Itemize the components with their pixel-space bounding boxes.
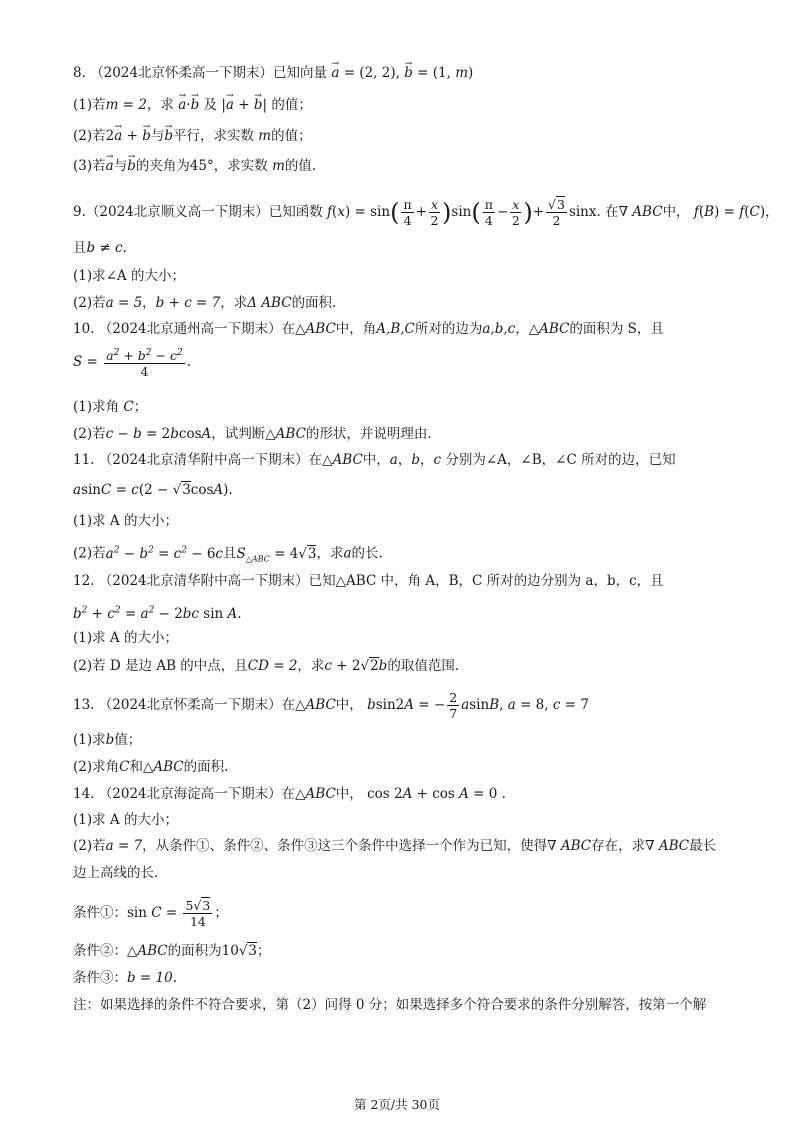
q11-stem: 11. （2024北京清华附中高一下期末）在△ABC中，a，b，c 分别为∠A，∠B，∠C 所对的边，已知 (73, 452, 676, 468)
q10-part2: (2)若c − b = 2bcosA，试判断△ABC的形状，并说明理由. (73, 426, 432, 442)
q10-stem: 10. （2024北京通州高一下期末）在△ABC中，角A,B,C所对的边为a,b,c，△ABC的面积为 S，且 (73, 321, 664, 337)
q13-part2: (2)求角C和△ABC的面积. (73, 759, 229, 775)
q14-part1: (1)求 A 的大小； (73, 812, 178, 828)
function-def: f(x) = sin( $\frac{\pi}{4}$ + $\frac{x}{2}$ )sin( $\frac{\pi}{4}$ − $\frac{x}{2}$ )+ $\frac{√3}{2}$ sinx. (327, 197, 601, 228)
q11-part1: (1)求 A 的大小； (73, 513, 178, 529)
q14-stem: 14. （2024北京海淀高一下期末）在△ABC中， cos 2A + cos A = 0 . (73, 786, 506, 802)
q8-stem (73, 64, 732, 82)
q8-part3: (3)若→ a与→ b的夹角为45°，求实数 m的值. (73, 157, 732, 175)
q9-line2: 且b ≠ c. (73, 240, 127, 256)
q9-part1: (1)求∠A 的大小； (73, 268, 185, 284)
vector-def: → a = (2, 2), → b = (1, m) (331, 65, 473, 81)
q12-part2: (2)若 D 是边 AB 的中点，且CD = 2，求c + 2√2b的取值范围. (73, 658, 460, 674)
q10-part1: (1)求角 C； (73, 399, 148, 415)
vector-magnitude: |→ a + → b| (221, 97, 267, 113)
q12-stem: 12. （2024北京清华附中高一下期末）已知△ABC 中，角 A，B，C 所对的边分别为 a，b，c，且 (73, 573, 664, 589)
q12-formula: $b^2 + c^2 = a^2 - 2bc$ sin A. (73, 605, 242, 622)
q11-part2: (2)若$a^2 - b^2 = c^2 - 6c$且$S_{\triangle ABC} = 4√3$，求a的长. (73, 545, 383, 564)
q14-condition-1: 条件①：sin C = $\frac{5√3}{14}$ ； (73, 898, 228, 929)
dot-product: → a·→ b (178, 97, 199, 113)
q13-part1: (1)求b值； (73, 732, 142, 748)
q14-note: 注：如果选择的条件不符合要求，第（2）问得 0 分；如果选择多个符合要求的条件分别解答，按第一个解 (73, 997, 707, 1013)
q14-condition-2: 条件②：△ABC的面积为10√3； (73, 943, 271, 959)
q10-formula: S = $\frac{a^2 + b^2 - c^2}{4}$ . (73, 348, 191, 380)
q12-part1: (1)求 A 的大小； (73, 630, 178, 646)
q8-part2: (2)若2→ a + → b与→ b平行，求实数 m的值； (73, 127, 732, 145)
q8-part1: (1)若m = 2，求 → a·→ b 及 |→ a + → b| 的值； (73, 96, 732, 114)
question-text: （2024北京怀柔高一下期末）已知向量 (90, 65, 328, 81)
page-footer: 第 2页/共 30页 (353, 1097, 441, 1112)
q13-stem: 13. （2024北京怀柔高一下期末）在△ABC中， bsin2A = − $\frac{2}{7}$ asinB, a = 8, c = 7 (73, 690, 589, 721)
q14-part2-line2: 边上高线的长. (73, 865, 159, 881)
question-number: 8. (73, 65, 86, 81)
q9-part2: (2)若a = 5，b + c = 7，求Δ ABC的面积. (73, 295, 337, 311)
q11-formula: asinC = c(2 − √3cosA). (73, 482, 233, 498)
q9-stem: 9.（2024北京顺义高一下期末）已知函数 f(x) = sin( $\frac{\pi}{4}$ + $\frac{x}{2}$ )sin( $\frac{\pi}{4}$ − $\frac{x}{2}$ )+ $\frac{√3}{2}$ sinx. 在∇ ABC中， f(B) = f(C)， (73, 197, 779, 228)
q14-condition-3: 条件③：b = 10. (73, 970, 178, 986)
q14-part2: (2)若a = 7，从条件①、条件②、条件③这三个条件中选择一个作为已知，使得∇ ABC存在，求∇ ABC最长 (73, 838, 717, 854)
